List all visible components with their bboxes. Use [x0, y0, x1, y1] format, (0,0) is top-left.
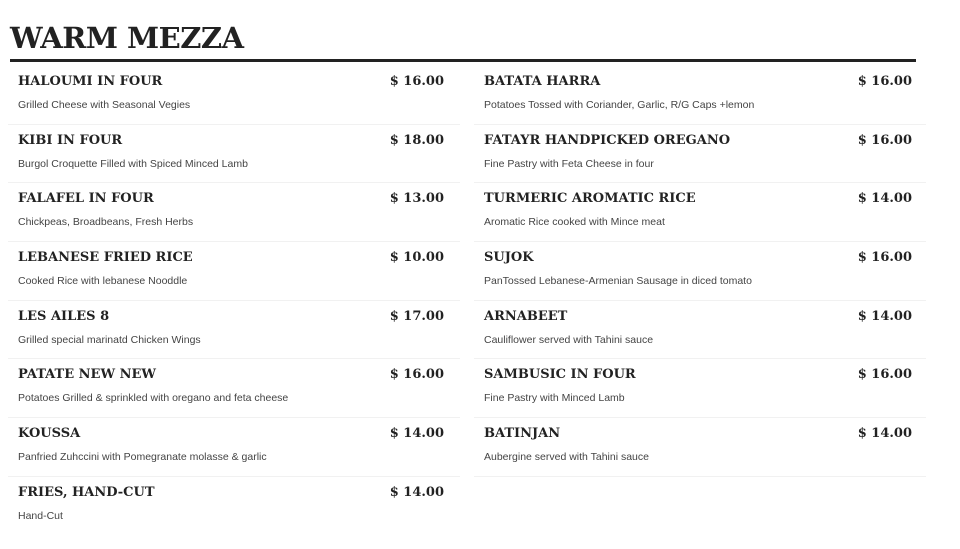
item-description: Fine Pastry with Minced Lamb	[484, 392, 625, 405]
item-description: Hand-Cut	[18, 509, 63, 522]
item-name: TURMERIC AROMATIC RICE	[484, 191, 696, 207]
item-name: FALAFEL IN FOUR	[18, 191, 154, 207]
menu-item	[474, 301, 926, 360]
item-price: $ 16.00	[857, 74, 912, 89]
item-description: Aromatic Rice cooked with Mince meat	[484, 216, 665, 229]
item-price: $ 14.00	[389, 484, 444, 500]
item-description: Cooked Rice with lebanese Nooddle	[18, 275, 188, 288]
menu-item	[8, 418, 460, 477]
item-price: $ 17.00	[389, 308, 444, 324]
menu-column-right	[474, 66, 926, 477]
item-price: $ 18.00	[389, 132, 444, 148]
item-name: BATATA HARRA	[484, 74, 601, 89]
menu-item	[474, 242, 926, 301]
menu-column-left	[8, 66, 460, 536]
item-name: ARNABEET	[484, 308, 568, 324]
item-price: $ 16.00	[857, 132, 912, 148]
item-name: SAMBUSIC IN FOUR	[484, 367, 636, 383]
item-description: Chickpeas, Broadbeans, Fresh Herbs	[18, 216, 194, 229]
menu-item	[8, 477, 460, 536]
item-price: $ 16.00	[857, 367, 912, 383]
menu-item	[474, 125, 926, 184]
item-description: PanTossed Lebanese-Armenian Sausage in diced tomato	[484, 275, 752, 288]
item-name: LES AILES 8	[18, 308, 110, 324]
menu-item	[8, 66, 460, 125]
item-price: $ 14.00	[857, 308, 912, 324]
item-description: Aubergine served with Tahini sauce	[484, 451, 649, 464]
item-name: SUJOK	[484, 250, 534, 266]
item-description: Grilled special marinatd Chicken Wings	[18, 333, 201, 346]
item-name: FATAYR HANDPICKED OREGANO	[484, 132, 731, 148]
item-price: $ 16.00	[389, 367, 444, 383]
item-description: Fine Pastry with Feta Cheese in four	[484, 157, 654, 170]
item-description: Burgol Croquette Filled with Spiced Minced Lamb	[18, 157, 248, 170]
item-name: PATATE NEW NEW	[18, 367, 156, 383]
item-price: $ 16.00	[857, 250, 912, 266]
item-description: Potatoes Tossed with Coriander, Garlic, R/G Caps +lemon	[484, 99, 755, 111]
item-description: Cauliflower served with Tahini sauce	[484, 333, 654, 346]
menu-item	[474, 418, 926, 477]
item-name: FRIES, HAND-CUT	[18, 484, 155, 500]
menu-item	[8, 301, 460, 360]
item-price: $ 16.00	[389, 74, 444, 89]
item-name: BATINJAN	[484, 426, 561, 442]
item-price: $ 10.00	[389, 250, 444, 266]
item-description: Potatoes Grilled & sprinkled with oregano and feta cheese	[18, 392, 289, 405]
item-price: $ 14.00	[857, 426, 912, 442]
item-description: Grilled Cheese with Seasonal Vegies	[18, 99, 191, 111]
menu-item	[8, 242, 460, 301]
menu-item	[8, 359, 460, 418]
item-description: Panfried Zuhccini with Pomegranate molasse & garlic	[18, 451, 267, 464]
section-title: WARM MEZZA	[10, 21, 244, 55]
item-name: HALOUMI IN FOUR	[18, 74, 163, 89]
menu-item	[8, 183, 460, 242]
item-name: LEBANESE FRIED RICE	[18, 250, 193, 266]
item-price: $ 14.00	[389, 426, 444, 442]
title-divider	[10, 59, 916, 62]
menu-item	[474, 183, 926, 242]
item-name: KOUSSA	[18, 426, 81, 442]
menu-item	[474, 66, 926, 125]
menu-item	[474, 359, 926, 418]
item-name: KIBI IN FOUR	[18, 132, 123, 148]
item-price: $ 14.00	[857, 191, 912, 207]
item-price: $ 13.00	[389, 191, 444, 207]
menu-item	[8, 125, 460, 184]
